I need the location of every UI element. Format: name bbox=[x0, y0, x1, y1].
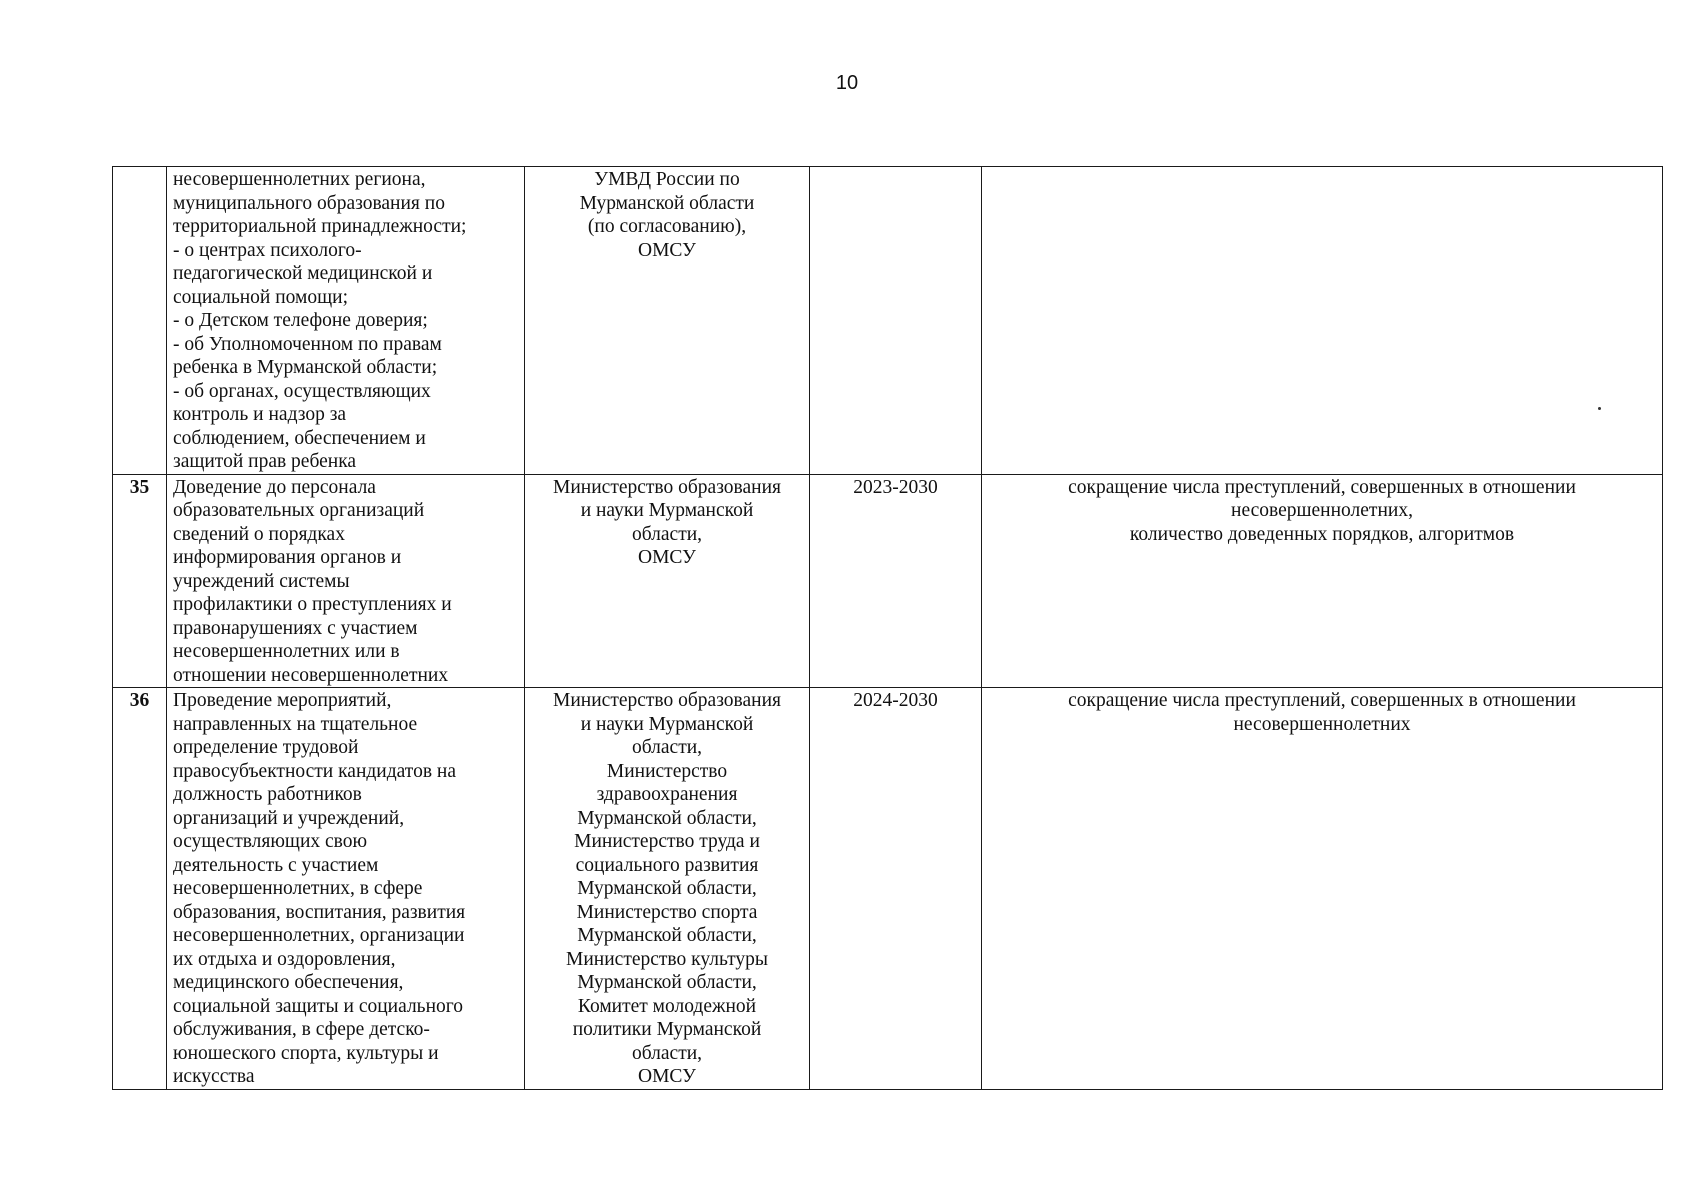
cell-line: осуществляющих свою bbox=[173, 831, 368, 852]
cell-line: (по согласованию), bbox=[587, 216, 747, 237]
cell-line: сокращение числа преступлений, совершенных в отношении bbox=[1068, 690, 1576, 711]
cell-line: Мурманской области, bbox=[577, 925, 757, 946]
cell-line: территориальной принадлежности; bbox=[173, 216, 467, 237]
cell-line: политики Мурманской bbox=[572, 1019, 762, 1040]
cell-line: Мурманской области, bbox=[577, 807, 757, 829]
table-row-continued bbox=[113, 167, 1663, 475]
cell-line: ОМСУ bbox=[638, 239, 696, 261]
result-cell bbox=[982, 688, 1663, 1090]
cell-line: Министерство bbox=[606, 760, 728, 782]
responsible-cell bbox=[525, 167, 810, 475]
cell-line: соблюдением, обеспечением и bbox=[173, 427, 426, 449]
responsible-cell bbox=[525, 688, 810, 1090]
cell-line: несовершеннолетних региона, bbox=[173, 169, 426, 190]
cell-line: несовершеннолетних, в сфере bbox=[173, 878, 423, 899]
cell-line: социальной защиты и социального bbox=[173, 995, 464, 1017]
activity-cell bbox=[167, 167, 525, 475]
term-cell: 2024-2030 bbox=[810, 688, 982, 1090]
cell-line: направленных на тщательное bbox=[173, 713, 418, 735]
cell-line: ОМСУ bbox=[638, 547, 696, 568]
cell-line: обслуживания, в сфере детско- bbox=[173, 1019, 430, 1040]
cell-line: Министерство образования bbox=[553, 690, 781, 711]
term-cell bbox=[810, 167, 982, 475]
cell-line: области, bbox=[631, 1042, 703, 1064]
cell-line: ребенка в Мурманской области; bbox=[173, 357, 438, 378]
cell-line: педагогической медицинской и bbox=[173, 263, 433, 284]
row-number: 35 bbox=[113, 474, 167, 688]
cell-line: - об Уполномоченном по правам bbox=[173, 333, 442, 355]
result-cell bbox=[982, 167, 1663, 475]
cell-line: здравоохранения bbox=[596, 784, 738, 805]
cell-line: Министерство спорта bbox=[576, 901, 758, 923]
cell-line: Проведение мероприятий, bbox=[173, 690, 392, 711]
responsible-cell bbox=[525, 474, 810, 688]
cell-line: медицинского обеспечения, bbox=[173, 972, 404, 993]
cell-line: информирования органов и bbox=[173, 547, 402, 568]
cell-line: социальной помощи; bbox=[173, 286, 348, 308]
measures-table bbox=[112, 166, 1663, 1090]
cell-line: Министерство образования bbox=[553, 476, 781, 498]
cell-line: муниципального образования по bbox=[173, 192, 445, 214]
cell-line: сокращение числа преступлений, совершенных в отношении bbox=[1068, 476, 1576, 498]
cell-line: Доведение до персонала bbox=[173, 476, 376, 498]
cell-line: должность работников bbox=[173, 784, 362, 805]
cell-line: отношении несовершеннолетних bbox=[173, 664, 449, 686]
cell-line: сведений о порядках bbox=[173, 523, 345, 545]
activity-cell bbox=[167, 688, 525, 1090]
cell-line: правонарушениях с участием bbox=[173, 617, 418, 639]
cell-line: количество доведенных порядков, алгоритмов bbox=[1129, 523, 1515, 545]
cell-line: образования, воспитания, развития bbox=[173, 901, 466, 923]
cell-line: несовершеннолетних или в bbox=[173, 641, 400, 662]
cell-line: деятельность с участием bbox=[173, 854, 379, 876]
table-row-36 bbox=[113, 688, 1663, 1090]
cell-line: Комитет молодежной bbox=[577, 995, 757, 1017]
cell-line: контроль и надзор за bbox=[173, 404, 347, 425]
table-row-35 bbox=[113, 474, 1663, 688]
cell-line: - об органах, осуществляющих bbox=[173, 380, 431, 402]
cell-line: Мурманской области bbox=[579, 192, 755, 214]
cell-line: - о Детском телефоне доверия; bbox=[173, 310, 428, 331]
cell-line: образовательных организаций bbox=[173, 500, 425, 521]
cell-line: и науки Мурманской bbox=[580, 713, 754, 735]
term-cell: 2023-2030 bbox=[810, 474, 982, 688]
activity-cell bbox=[167, 474, 525, 688]
scan-speck bbox=[1598, 407, 1601, 410]
cell-line: организаций и учреждений, bbox=[173, 807, 405, 829]
cell-line: Министерство труда и bbox=[574, 831, 760, 852]
cell-line: искусства bbox=[173, 1066, 255, 1087]
result-cell bbox=[982, 474, 1663, 688]
cell-line: ОМСУ bbox=[638, 1066, 696, 1087]
cell-line: юношеского спорта, культуры и bbox=[173, 1042, 439, 1064]
cell-line: несовершеннолетних bbox=[1233, 713, 1411, 735]
cell-line: и науки Мурманской bbox=[580, 500, 754, 521]
cell-line: учреждений системы bbox=[173, 570, 350, 592]
page-number: 10 bbox=[835, 72, 859, 94]
cell-line: УМВД России по bbox=[594, 169, 740, 190]
cell-line: профилактики о преступлениях и bbox=[173, 594, 452, 615]
cell-line: Министерство культуры bbox=[566, 948, 768, 970]
cell-line: защитой прав ребенка bbox=[173, 451, 357, 472]
cell-line: Мурманской области, bbox=[577, 972, 757, 993]
row-number bbox=[113, 167, 167, 475]
cell-line: определение трудовой bbox=[173, 737, 359, 758]
cell-line: Мурманской области, bbox=[577, 878, 757, 899]
cell-line: - о центрах психолого- bbox=[173, 239, 362, 261]
cell-line: правосубъектности кандидатов на bbox=[173, 760, 456, 782]
cell-line: области, bbox=[631, 523, 703, 545]
cell-line: несовершеннолетних, организации bbox=[173, 925, 465, 946]
row-number: 36 bbox=[113, 688, 167, 1090]
cell-line: их отдыха и оздоровления, bbox=[173, 948, 396, 970]
cell-line: социального развития bbox=[575, 854, 759, 876]
cell-line: несовершеннолетних, bbox=[1231, 500, 1413, 521]
cell-line: области, bbox=[631, 737, 703, 758]
